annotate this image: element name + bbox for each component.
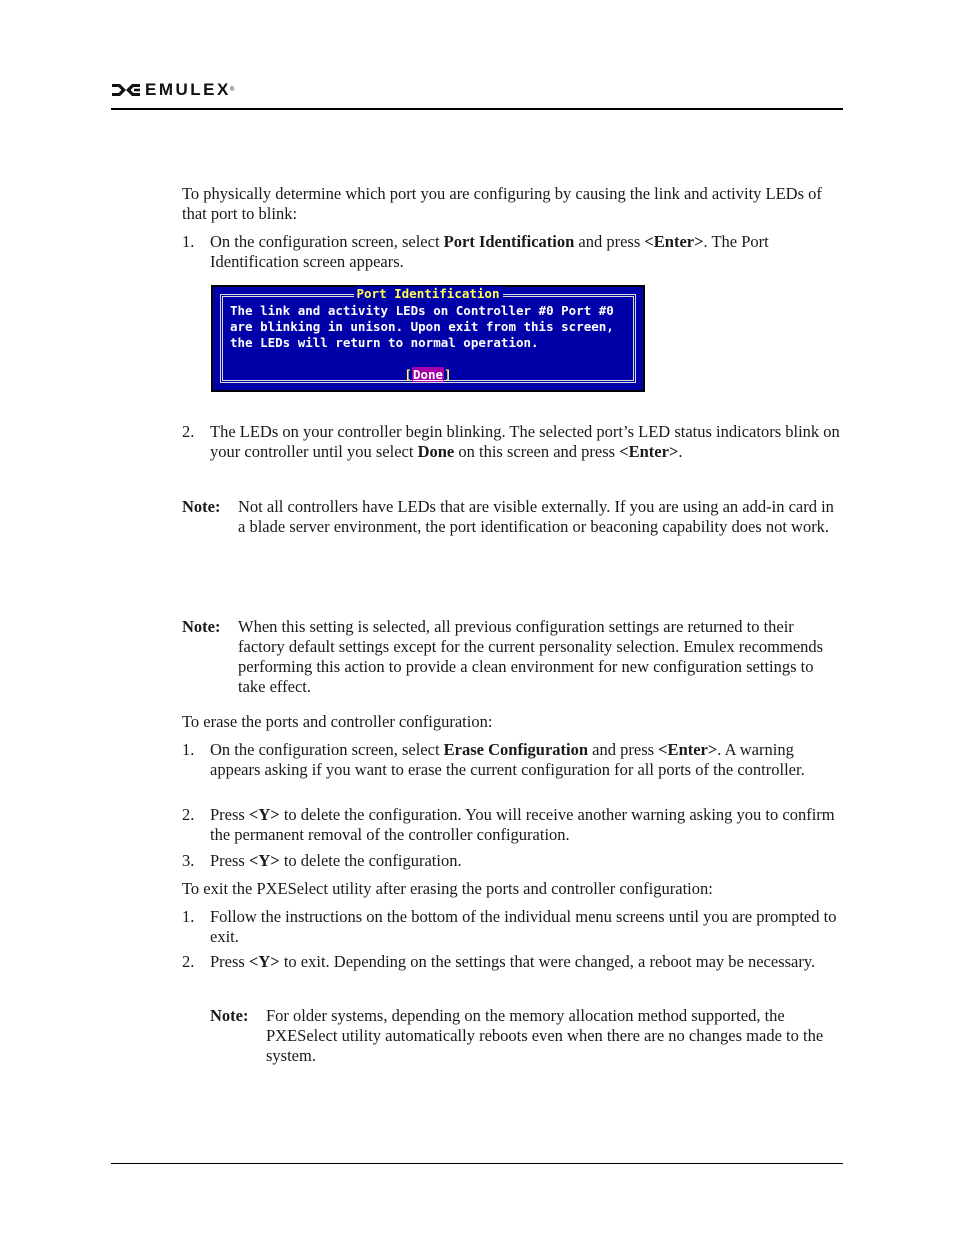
step-number: 1.	[182, 907, 195, 926]
step-text: Press <Y> to exit. Depending on the settings that were changed, a reboot may be necessary.	[210, 952, 816, 971]
identify-step-2	[182, 422, 842, 462]
erase-step-2	[182, 805, 842, 845]
step-number: 2.	[182, 422, 195, 441]
done-button[interactable]: [Done]	[404, 367, 452, 382]
step-number: 3.	[182, 851, 195, 870]
intro-paragraph: To physically determine which port you are configuring by causing the link and activity LEDs of that port to blink:	[182, 184, 822, 223]
logo-trademark: ®	[229, 87, 235, 93]
step-number: 2.	[182, 952, 195, 971]
erase-intro: To erase the ports and controller configuration:	[182, 712, 493, 731]
step-text: Press <Y> to delete the configuration.	[210, 851, 462, 870]
port-identification-dialog	[211, 285, 645, 392]
dialog-title: Port Identification	[213, 287, 643, 301]
emulex-logo-icon	[111, 82, 141, 98]
note-factory-defaults	[182, 617, 842, 697]
note-older-systems	[210, 1006, 842, 1066]
step-number: 1.	[182, 232, 195, 251]
step-number: 1.	[182, 740, 195, 759]
exit-step-2	[182, 952, 842, 972]
note-text: When this setting is selected, all previous configuration settings are returned to their factory default settings except for the current personality selection. Emulex recommends performing this action to provide a clean environment for new configuration settings to take effect.	[238, 617, 824, 696]
note-leds	[182, 497, 842, 537]
step-text: The LEDs on your controller begin blinking. The selected port’s LED status indicators blink on your controller until you select Done on this screen and press <Enter>.	[210, 422, 840, 461]
done-button-label[interactable]: Done	[412, 367, 444, 382]
dialog-message: The link and activity LEDs on Controller #0 Port #0 are blinking in unison. Upon exit from this screen, the LEDs will return to normal operation.	[230, 303, 614, 350]
emulex-logo	[111, 81, 234, 99]
note-text: Not all controllers have LEDs that are visible externally. If you are using an add-in card in a blade server environment, the port identification or beaconing capability does not work.	[238, 497, 834, 536]
note-label: Note:	[182, 617, 221, 636]
erase-step-3	[182, 851, 842, 871]
step-text: On the configuration screen, select Port Identification and press <Enter>. The Port Identification screen appears.	[210, 232, 769, 271]
exit-intro: To exit the PXESelect utility after erasing the ports and controller configuration:	[182, 879, 713, 898]
logo-wordmark: EMULEX	[145, 80, 231, 99]
header-rule	[111, 108, 843, 110]
note-label: Note:	[210, 1006, 249, 1025]
step-text: On the configuration screen, select Erase Configuration and press <Enter>. A warning appears asking if you want to erase the current configuration for all ports of the controller.	[210, 740, 805, 779]
exit-step-1	[182, 907, 842, 947]
identify-step-1	[182, 232, 842, 272]
step-number: 2.	[182, 805, 195, 824]
note-text: For older systems, depending on the memory allocation method supported, the PXESelect utility automatically reboots even when there are no changes made to the system.	[266, 1006, 824, 1065]
footer-rule	[111, 1163, 843, 1164]
step-text: Press <Y> to delete the configuration. You will receive another warning asking you to confirm the permanent removal of the controller configuration.	[210, 805, 835, 844]
erase-step-1	[182, 740, 842, 780]
note-label: Note:	[182, 497, 221, 516]
step-text: Follow the instructions on the bottom of the individual menu screens until you are prompted to exit.	[210, 907, 837, 946]
